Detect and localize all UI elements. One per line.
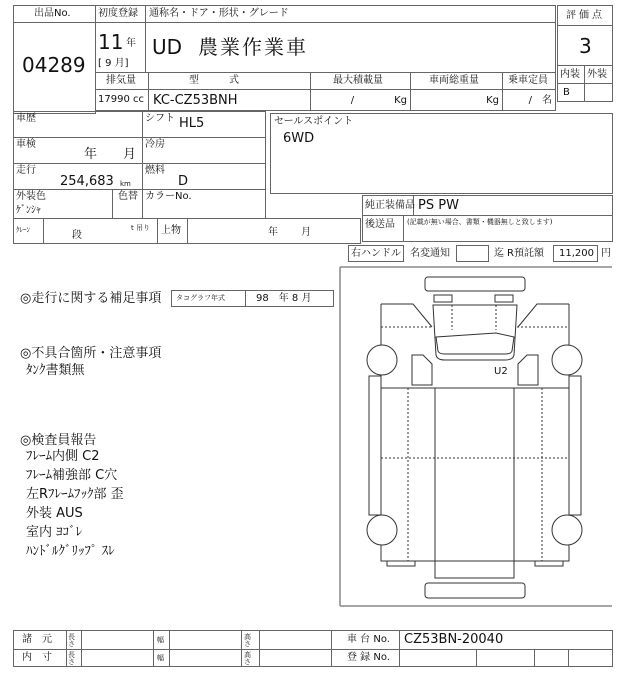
length-label: 長さ [68,651,75,666]
interior-grade: B [563,87,570,98]
later-items-label: 後送品 [365,219,395,230]
crane-label: ｸﾚｰﾝ [16,226,30,234]
shift-label: シフト [145,113,175,124]
lot-label: 出品No. [34,8,71,19]
deadline: 迄 [494,248,504,259]
damage-mark: U2 [494,366,508,377]
length-label: 長さ [68,633,75,648]
exterior-label: 外装 [587,69,607,80]
front-bumper [425,277,525,291]
grade-label: 評価点 [566,10,605,21]
max-load-label: 最大積載量 [333,75,383,86]
equipment-label: 純正装備品 [365,200,415,211]
reg-year: 11 [98,30,124,54]
side-step [569,376,581,515]
shift: HL5 [179,116,205,131]
recycle-label: R預託額 [507,248,544,259]
fuel: D [178,174,189,189]
ac-label: 冷房 [145,139,165,150]
inspector-title: ◎検査員報告 [20,433,97,448]
capacity: / 名 [528,95,552,106]
tachograph-label: タコグラフ年式 [176,294,225,302]
interior-label: 内装 [560,69,580,80]
tailgate [435,561,514,578]
inspection-label: 車検 [16,139,36,150]
tachograph-value: 98 年 8 月 [256,293,312,304]
body-date: 年 月 [268,227,312,238]
mileage-label: 走行 [16,165,36,176]
inspector-note: ﾊﾝﾄﾞﾙｸﾞﾘｯﾌﾟ ｽﾚ [26,544,115,559]
inspection-date: 年 月 [84,147,137,162]
max-load: / Kg [350,95,407,106]
color-change-label: 色替 [118,191,138,202]
wheel [552,345,582,375]
chassis-number: CZ53BN-20040 [404,632,504,647]
lot-number: 04289 [22,53,86,77]
color: ｹﾞﾝｼｬ [16,205,41,216]
first-reg-label: 初度登録 [98,8,138,19]
spec-label: 諸 元 [22,634,52,645]
inspector-note: 外装 AUS [26,506,83,521]
wheel [552,515,582,545]
overall-score: 3 [579,34,592,58]
windshield [436,333,514,354]
rear-bumper [425,583,525,598]
mileage-unit: km [120,180,131,188]
wheel [367,345,397,375]
later-items-note: (記載が無い場合、書類・機器無しと致します) [407,218,553,226]
height-label: 高さ [244,651,251,666]
body-label: 上物 [161,225,181,236]
make: UD [152,35,183,59]
model-name: 農業作業車 [198,35,308,59]
equipment-value: PS PW [418,198,459,213]
name-change-label: 名変通知 [410,248,450,259]
model-code: KC-CZ53BNH [153,93,238,108]
defects-title: ◎不具合箇所・注意事項 [20,346,162,361]
body-outline [381,304,569,561]
crane-ton: t 吊り [131,224,150,232]
gross-weight-label: 車両総重量 [429,75,479,86]
width-label: 幅 [157,636,164,644]
history-label: 車歴 [16,113,36,124]
defect-item: ﾀﾝｸ書類無 [26,363,85,378]
inspector-note: ﾌﾚｰﾑ内側 C2 [26,449,100,464]
color-no-label: カラーNo. [145,191,192,202]
chassis-label: 車 台 No. [347,634,390,645]
sales-point-label: セールスポイント [274,116,354,127]
footer-table [13,630,613,667]
capacity-label: 乗車定員 [508,75,548,86]
wheel [367,515,397,545]
side-step [369,376,381,515]
headlight [434,295,452,302]
sales-point-text: 6WD [283,131,315,146]
displacement-label: 排気量 [106,75,136,86]
mileage: 254,683 [60,174,114,189]
displacement: 17990 cc [98,94,144,105]
inspector-note: 左Rﾌﾚｰﾑﾌｯｸ部 歪 [26,487,124,502]
gross-weight: Kg [486,95,499,106]
inspector-note: 室内 ﾖｺﾞﾚ [26,525,83,540]
headlight [495,295,513,302]
registration-label: 登 録 No. [347,652,390,663]
right-hand-drive: 右ハンドル [351,248,401,259]
fuel-label: 燃料 [145,165,165,176]
cab [433,305,517,360]
height-label: 高さ [244,633,251,648]
year-unit: 年 [126,38,136,49]
yen: 円 [601,248,611,259]
model-code-label: 型 式 [189,75,239,86]
inspector-note: ﾌﾚｰﾑ補強部 C穴 [26,468,118,483]
reg-month: [ 9 月] [98,58,129,69]
color-label: 外装色 [16,191,46,202]
inner-label: 内 寸 [22,652,52,663]
width-label: 幅 [157,654,164,662]
driving-notes-title: ◎走行に関する補足事項 [20,291,162,306]
recycle-value: 11,200 [559,248,594,259]
crane-stage: 段 [72,230,82,241]
name-label: 通称名・ドア・形状・グレード [149,8,289,19]
